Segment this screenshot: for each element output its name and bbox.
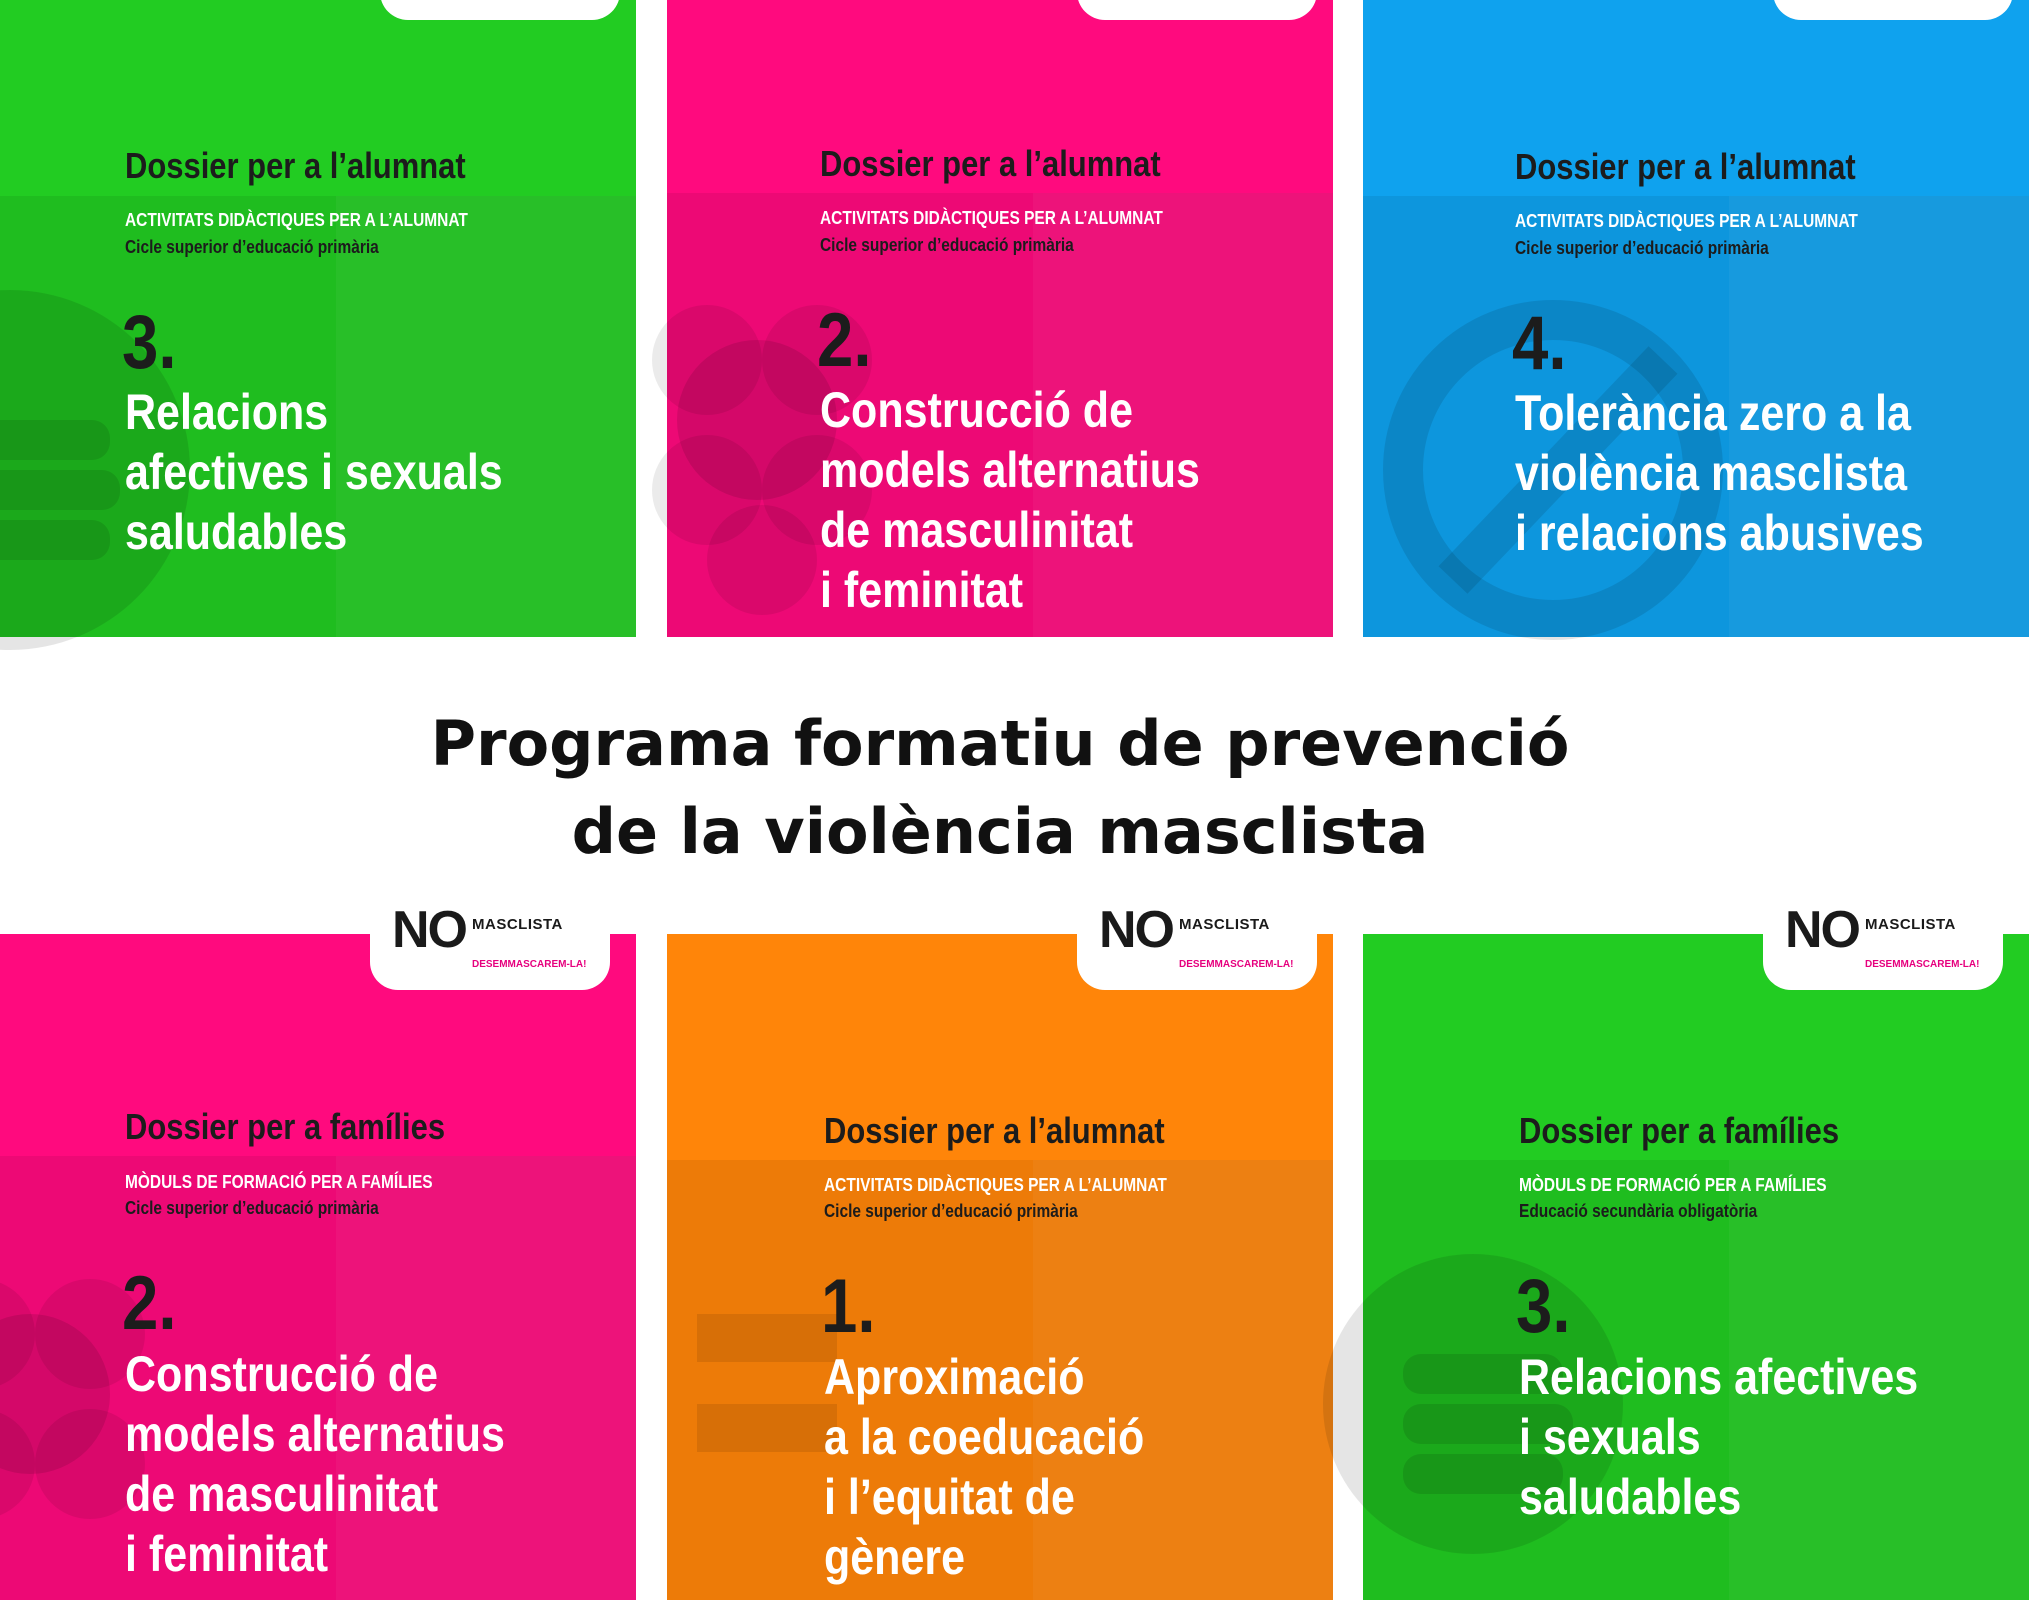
logo-tagline: DESEMMASCAREM-LA! — [472, 959, 587, 970]
cycle: Educació secundària obligatòria — [1519, 1201, 1758, 1221]
module-number: 2. — [817, 298, 872, 383]
subhead: ACTIVITATS DIDÀCTIQUES PER A L’ALUMNAT — [820, 208, 1163, 228]
logo-badge — [370, 901, 610, 990]
logo-tagline: DESEMMASCAREM-LA! — [1865, 959, 1980, 970]
cycle: Cicle superior d’educació primària — [125, 1198, 379, 1218]
heading-line-1: Programa formatiu de prevenció — [430, 707, 1570, 780]
module-title: Tolerància zero a la violència masclista i relacions abusives — [1515, 385, 1924, 561]
logo-badge — [1773, 0, 2013, 20]
logo-badge — [1763, 901, 2003, 990]
module-number: 1. — [821, 1264, 876, 1349]
heading-line-2: de la violència masclista — [571, 795, 1429, 868]
module-number: 3. — [1516, 1264, 1571, 1349]
dossier-label: Dossier per a l’alumnat — [1515, 146, 1856, 187]
cycle: Cicle superior d’educació primària — [125, 237, 379, 257]
dossier-label: Dossier per a famílies — [125, 1106, 446, 1147]
dossier-label: Dossier per a l’alumnat — [820, 143, 1161, 184]
logo-word: MASCLISTA — [1865, 916, 1956, 933]
logo-badge — [1077, 0, 1317, 20]
module-title: Aproximació a la coeducació i l’equitat de gènere — [824, 1349, 1145, 1585]
logo-no: NO — [1099, 901, 1173, 959]
dossier-label: Dossier per a l’alumnat — [125, 145, 466, 186]
module-title: Relacions afectives i sexuals saludables — [1519, 1349, 1919, 1525]
module-number: 2. — [122, 1261, 177, 1346]
logo-badge — [380, 0, 620, 20]
module-title: Construcció de models alternatius de masculinitat i feminitat — [820, 382, 1200, 618]
cover-construccio-families — [0, 901, 636, 1600]
logo-tagline: DESEMMASCAREM-LA! — [1179, 959, 1294, 970]
subhead: MÒDULS DE FORMACIÓ PER A FAMÍLIES — [125, 1172, 433, 1192]
cycle: Cicle superior d’educació primària — [820, 235, 1074, 255]
cover-relacions-families — [1363, 901, 2029, 1600]
logo-word: MASCLISTA — [1179, 916, 1270, 933]
cover-relacions-alumnat — [0, 0, 636, 637]
dossier-label: Dossier per a l’alumnat — [824, 1110, 1165, 1151]
subhead: ACTIVITATS DIDÀCTIQUES PER A L’ALUMNAT — [824, 1175, 1167, 1195]
module-number: 3. — [122, 300, 177, 385]
cover-construccio-alumnat — [667, 0, 1333, 637]
logo-word: MASCLISTA — [472, 916, 563, 933]
cover-tolerancia-alumnat — [1363, 0, 2029, 637]
subhead: ACTIVITATS DIDÀCTIQUES PER A L’ALUMNAT — [1515, 211, 1858, 231]
module-title: Construcció de models alternatius de masculinitat i feminitat — [125, 1346, 505, 1582]
subhead: ACTIVITATS DIDÀCTIQUES PER A L’ALUMNAT — [125, 210, 468, 230]
logo-no: NO — [392, 901, 466, 959]
logo-no: NO — [1785, 901, 1859, 959]
page-heading — [0, 700, 2000, 876]
subhead: MÒDULS DE FORMACIÓ PER A FAMÍLIES — [1519, 1175, 1827, 1195]
cover-aproximacio-alumnat — [667, 901, 1333, 1600]
cycle: Cicle superior d’educació primària — [1515, 238, 1769, 258]
dossier-label: Dossier per a famílies — [1519, 1110, 1840, 1151]
logo-badge — [1077, 901, 1317, 990]
module-title: Relacions afectives i sexuals saludables — [125, 384, 503, 560]
cycle: Cicle superior d’educació primària — [824, 1201, 1078, 1221]
module-number: 4. — [1512, 301, 1567, 386]
